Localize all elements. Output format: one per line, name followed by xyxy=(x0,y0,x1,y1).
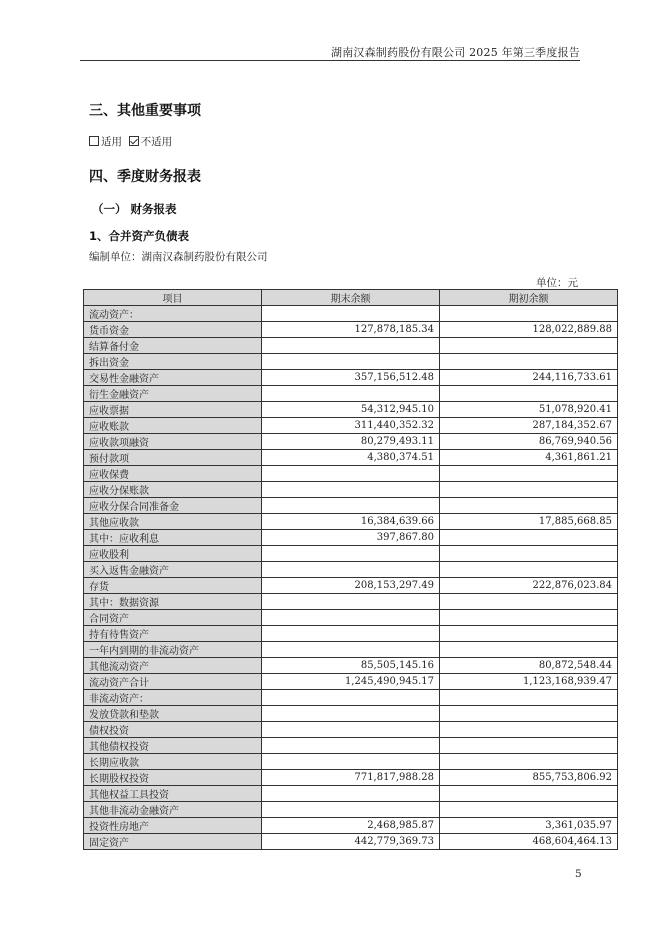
report-header: 湖南汉森制药股份有限公司 2025 年第三季度报告 xyxy=(331,46,580,59)
row-item-label: 债权投资 xyxy=(84,722,262,738)
row-end-balance xyxy=(262,466,440,482)
row-item-label: 交易性金融资产 xyxy=(84,370,262,386)
row-begin-balance xyxy=(440,642,618,658)
balance-sheet-title: 1、合并资产负债表 xyxy=(89,229,190,243)
row-item-label: 预付款项 xyxy=(84,450,262,466)
row-item-label: 一年内到期的非流动资产 xyxy=(84,642,262,658)
row-end-balance xyxy=(262,482,440,498)
row-begin-balance xyxy=(440,354,618,370)
row-end-balance xyxy=(262,594,440,610)
row-item-label: 长期应收款 xyxy=(84,754,262,770)
row-item-label: 拆出资金 xyxy=(84,354,262,370)
row-begin-balance xyxy=(440,386,618,402)
row-begin-balance xyxy=(440,594,618,610)
applicable-label: 适用 xyxy=(101,136,122,148)
row-begin-balance xyxy=(440,722,618,738)
row-begin-balance: 287,184,352.67 xyxy=(440,418,618,434)
row-end-balance xyxy=(262,386,440,402)
row-begin-balance xyxy=(440,498,618,514)
row-end-balance xyxy=(262,754,440,770)
row-begin-balance xyxy=(440,802,618,818)
row-begin-balance: 86,769,940.56 xyxy=(440,434,618,450)
row-begin-balance xyxy=(440,466,618,482)
table-row xyxy=(84,770,618,786)
table-row xyxy=(84,626,618,642)
table-row xyxy=(84,658,618,674)
table-row xyxy=(84,802,618,818)
row-end-balance: 1,245,490,945.17 xyxy=(262,674,440,690)
table-row xyxy=(84,754,618,770)
applicability-options xyxy=(89,134,172,149)
row-end-balance xyxy=(262,690,440,706)
row-end-balance: 85,505,145.16 xyxy=(262,658,440,674)
row-begin-balance: 855,753,806.92 xyxy=(440,770,618,786)
section-4-title: 四、季度财务报表 xyxy=(89,169,201,185)
row-end-balance xyxy=(262,786,440,802)
table-row xyxy=(84,530,618,546)
row-begin-balance xyxy=(440,690,618,706)
row-end-balance xyxy=(262,610,440,626)
not-applicable-checkbox xyxy=(129,136,139,146)
reporting-entity: 编制单位：湖南汉森制药股份有限公司 xyxy=(89,251,268,263)
column-header-begin-balance: 期初余额 xyxy=(440,290,618,306)
row-begin-balance xyxy=(440,482,618,498)
table-row xyxy=(84,418,618,434)
row-begin-balance: 244,116,733.61 xyxy=(440,370,618,386)
row-item-label: 存货 xyxy=(84,578,262,594)
row-begin-balance: 128,022,889.88 xyxy=(440,322,618,338)
row-end-balance: 54,312,945.10 xyxy=(262,402,440,418)
row-end-balance: 80,279,493.11 xyxy=(262,434,440,450)
row-begin-balance xyxy=(440,530,618,546)
applicable-checkbox xyxy=(89,136,99,146)
row-item-label: 投资性房地产 xyxy=(84,818,262,834)
row-begin-balance xyxy=(440,306,618,322)
row-begin-balance xyxy=(440,610,618,626)
table-row xyxy=(84,722,618,738)
row-end-balance: 127,878,185.34 xyxy=(262,322,440,338)
table-row xyxy=(84,370,618,386)
row-item-label: 应收分保合同准备金 xyxy=(84,498,262,514)
table-row xyxy=(84,834,618,850)
row-item-label: 其他债权投资 xyxy=(84,738,262,754)
column-header-end-balance: 期末余额 xyxy=(262,290,440,306)
table-row xyxy=(84,466,618,482)
row-begin-balance: 1,123,168,939.47 xyxy=(440,674,618,690)
row-end-balance xyxy=(262,642,440,658)
row-item-label: 其中：数据资源 xyxy=(84,594,262,610)
row-item-label: 其中：应收利息 xyxy=(84,530,262,546)
row-begin-balance: 222,876,023.84 xyxy=(440,578,618,594)
table-row xyxy=(84,402,618,418)
row-item-label: 衍生金融资产 xyxy=(84,386,262,402)
table-row xyxy=(84,514,618,530)
row-end-balance: 2,468,985.87 xyxy=(262,818,440,834)
row-begin-balance xyxy=(440,562,618,578)
page-number: 5 xyxy=(575,868,582,880)
row-end-balance: 16,384,639.66 xyxy=(262,514,440,530)
table-row xyxy=(84,594,618,610)
row-begin-balance xyxy=(440,338,618,354)
table-row xyxy=(84,354,618,370)
table-row xyxy=(84,482,618,498)
table-row xyxy=(84,738,618,754)
row-begin-balance: 80,872,548.44 xyxy=(440,658,618,674)
row-item-label: 应收账款 xyxy=(84,418,262,434)
row-begin-balance xyxy=(440,626,618,642)
table-row xyxy=(84,578,618,594)
row-end-balance xyxy=(262,498,440,514)
row-end-balance xyxy=(262,626,440,642)
table-row xyxy=(84,434,618,450)
row-item-label: 其他应收款 xyxy=(84,514,262,530)
row-item-label: 应收股利 xyxy=(84,546,262,562)
row-begin-balance xyxy=(440,754,618,770)
table-row xyxy=(84,690,618,706)
table-row xyxy=(84,498,618,514)
currency-unit: 单位：元 xyxy=(536,277,578,289)
row-item-label: 货币资金 xyxy=(84,322,262,338)
row-end-balance xyxy=(262,306,440,322)
row-end-balance: 357,156,512.48 xyxy=(262,370,440,386)
row-end-balance: 771,817,988.28 xyxy=(262,770,440,786)
table-row xyxy=(84,786,618,802)
row-item-label: 其他非流动金融资产 xyxy=(84,802,262,818)
table-row xyxy=(84,306,618,322)
row-begin-balance: 51,078,920.41 xyxy=(440,402,618,418)
row-item-label: 流动资产： xyxy=(84,306,262,322)
row-begin-balance: 468,604,464.13 xyxy=(440,834,618,850)
row-item-label: 长期股权投资 xyxy=(84,770,262,786)
row-item-label: 应收分保账款 xyxy=(84,482,262,498)
row-begin-balance xyxy=(440,546,618,562)
row-item-label: 流动资产合计 xyxy=(84,674,262,690)
table-row xyxy=(84,818,618,834)
table-row xyxy=(84,642,618,658)
table-row xyxy=(84,450,618,466)
balance-sheet-table xyxy=(83,289,618,850)
row-end-balance xyxy=(262,802,440,818)
row-end-balance: 397,867.80 xyxy=(262,530,440,546)
table-row xyxy=(84,322,618,338)
row-end-balance xyxy=(262,722,440,738)
row-end-balance: 208,153,297.49 xyxy=(262,578,440,594)
table-row xyxy=(84,610,618,626)
row-item-label: 应收款项融资 xyxy=(84,434,262,450)
not-applicable-label: 不适用 xyxy=(140,136,173,148)
row-item-label: 应收票据 xyxy=(84,402,262,418)
row-end-balance xyxy=(262,338,440,354)
row-item-label: 合同资产 xyxy=(84,610,262,626)
row-item-label: 买入返售金融资产 xyxy=(84,562,262,578)
row-end-balance xyxy=(262,546,440,562)
row-begin-balance xyxy=(440,738,618,754)
row-begin-balance xyxy=(440,786,618,802)
row-end-balance: 311,440,352.32 xyxy=(262,418,440,434)
table-row xyxy=(84,706,618,722)
row-begin-balance: 3,361,035.97 xyxy=(440,818,618,834)
row-item-label: 发放贷款和垫款 xyxy=(84,706,262,722)
row-item-label: 固定资产 xyxy=(84,834,262,850)
row-begin-balance: 17,885,668.85 xyxy=(440,514,618,530)
row-end-balance xyxy=(262,562,440,578)
row-item-label: 应收保费 xyxy=(84,466,262,482)
row-item-label: 结算备付金 xyxy=(84,338,262,354)
header-divider xyxy=(80,60,580,61)
table-row xyxy=(84,562,618,578)
row-end-balance: 442,779,369.73 xyxy=(262,834,440,850)
row-end-balance xyxy=(262,354,440,370)
row-item-label: 非流动资产： xyxy=(84,690,262,706)
table-row xyxy=(84,338,618,354)
column-header-item: 项目 xyxy=(84,290,262,306)
table-header-row xyxy=(84,290,618,306)
row-end-balance: 4,380,374.51 xyxy=(262,450,440,466)
table-row xyxy=(84,546,618,562)
table-row xyxy=(84,386,618,402)
row-item-label: 其他流动资产 xyxy=(84,658,262,674)
row-item-label: 持有待售资产 xyxy=(84,626,262,642)
table-row xyxy=(84,674,618,690)
financial-statements-subtitle: （一） 财务报表 xyxy=(92,202,177,216)
row-begin-balance xyxy=(440,706,618,722)
section-3-title: 三、其他重要事项 xyxy=(89,103,201,119)
row-begin-balance: 4,361,861.21 xyxy=(440,450,618,466)
row-item-label: 其他权益工具投资 xyxy=(84,786,262,802)
row-end-balance xyxy=(262,706,440,722)
row-end-balance xyxy=(262,738,440,754)
